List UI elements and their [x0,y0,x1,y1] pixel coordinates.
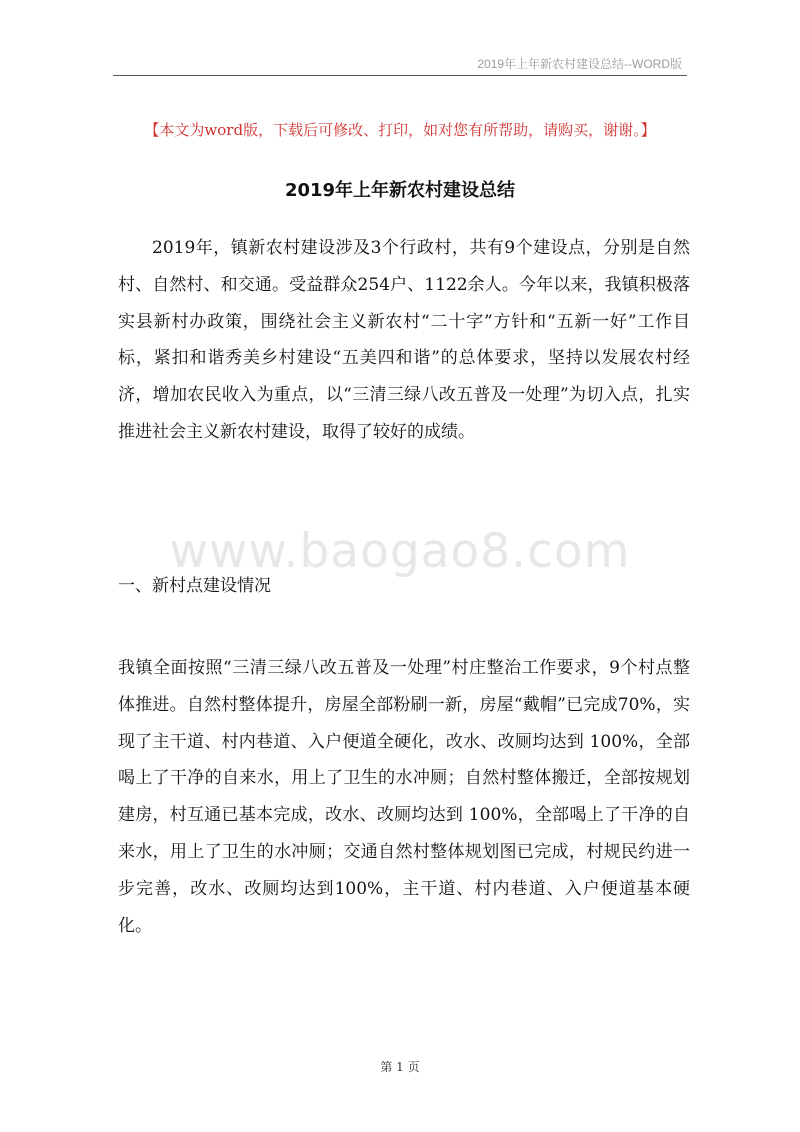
section-heading: 一、新村点建设情况 [118,576,271,596]
header-divider [113,75,687,76]
running-header: 2019年上年新农村建设总结--WORD版 [477,57,682,71]
document-title: 2019年上年新农村建设总结 [284,180,516,201]
watermark: www.baogao8.com [169,524,631,579]
page-number: 第 1 页 [380,1060,420,1074]
purchase-notice: 【本文为word版，下载后可修改、打印，如对您有所帮助，请购买，谢谢。】 [144,121,656,139]
intro-paragraph: 2019年，镇新农村建设涉及3个行政村，共有9个建设点，分别是自然村、自然村、和交通。受益群众254户、1122余人。今年以来，我镇积极落实县新村办政策，围绕社会主义新农村“二十字”方针和“五新一好”工作目标，紧扣和谐秀美乡村建设“五美四和谐”的总体要求，坚持以发展农村经济，增加农民收入为重点，以“三清三绿八改五普及一处理”为切入点，扎实推进社会主义新农村建设，取得了较好的成绩。 [118,238,690,442]
section-paragraph: 我镇全面按照“三清三绿八改五普及一处理”村庄整治工作要求，9个村点整体推进。自然村整体提升，房屋全部粉刷一新，房屋“戴帽”已完成70%，实现了主干道、村内巷道、入户便道全硬化，改水、改厕均达到 100%，全部喝上了干净的自来水，用上了卫生的水冲厕；自然村整体搬迁，全部按规划建房，村互通已基本完成，改水、改厕均达到 100%，全部喝上了干净的自来水，用上了卫生的水冲厕；交通自然村整体规划图已完成，村规民约进一步完善，改水、改厕均达到100%，主干道、村内巷道、入户便道基本硬化。 [118,658,690,936]
